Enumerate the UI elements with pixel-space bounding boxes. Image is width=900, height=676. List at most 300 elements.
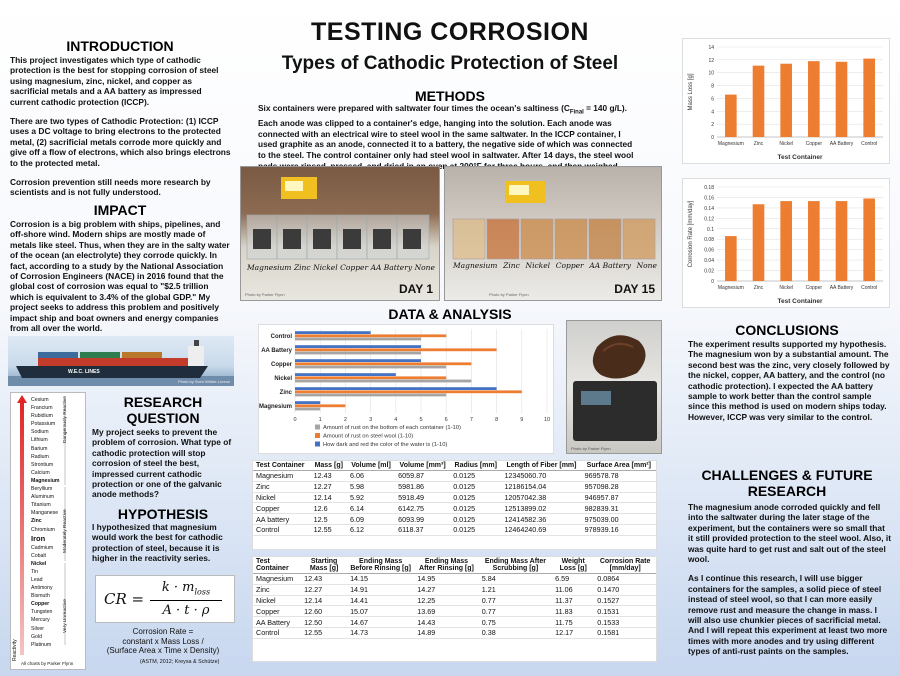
day-15-label-strip: [453, 261, 657, 275]
mass-loss-table-cell: 6.59: [552, 574, 594, 585]
mass-loss-table-header-cell: Corrosion Rate [mm/day]: [594, 557, 656, 574]
methods-text-before: Six containers were prepared with saltwater four times the ocean's saltiness (C: [258, 103, 570, 113]
qualitative-chart-x-tick-label: 10: [543, 417, 551, 423]
corrosion-rate-chart-bar-zinc: [753, 204, 765, 281]
mass-loss-table-cell: 0.77: [479, 595, 552, 606]
mass-loss-table-row: [253, 617, 656, 628]
conclusions-text: The experiment results supported my hypothesis. The magnesium won by a substantial amount. The second best was the zinc, very closely followed by the nickel, copper, AA battery, and the control (no cathodic protection). I expected the AA battery sample to work better than the control sample since this method is used on modern ships today. However, ICCP was very similar to the control.: [688, 339, 890, 422]
mass-loss-table-cell: 14.91: [347, 584, 414, 595]
qualitative-chart-bar-magnesium-series-2: [295, 408, 320, 411]
measurements-table-header-cell: Mass [g]: [311, 461, 347, 471]
measurements-table-header-cell: Test Container: [253, 461, 311, 471]
metal-zinc: Zinc: [31, 518, 42, 525]
measurements-table-cell: 957098.28: [582, 481, 656, 492]
mass-loss-table-panel: [252, 556, 657, 662]
impact-text: Corrosion is a big problem with ships, pipelines, and off-shore wind. Modern ships are mostly made of metals like steel. Thus, when they are in the salty water of the ocean (an electrolyte) they corrode quickly. In fact, according to a study by the National Association of Corrosion Engineers (NACE) in 2016 found that the global cost of corrosion was equal to "$2.5 trillion which is equivalent to 3.4% of the global GDP." My project seeks to address this problem and positively impact ship and boat owners and energy companies from all over the world.: [10, 219, 230, 334]
corrosion-rate-chart-y-tick-label: 0.02: [704, 268, 714, 275]
formula-denominator: A · t · ρ: [162, 603, 210, 618]
day-1-label-magnesium: Magnesium: [247, 263, 292, 272]
cargo-ship-image: [8, 336, 234, 386]
mass-loss-chart-x-tick-label: Magnesium: [717, 141, 744, 147]
formula-citation: (ASTM, 2012; Kreysa & Schütze): [140, 659, 220, 665]
measurements-table-header-cell: Volume [ml]: [347, 461, 395, 471]
corrosion-rate-chart-bar-magnesium: [725, 236, 737, 281]
day-15-label: DAY 15: [614, 282, 655, 296]
mass-loss-table-cell: 14.27: [414, 584, 478, 595]
metal-cesium: Cesium: [31, 397, 49, 403]
mass-loss-table-cell: 14.43: [414, 617, 478, 628]
mass-loss-table-body: [253, 574, 656, 639]
methods-text: [258, 103, 638, 171]
mass-loss-table-cell: 14.41: [347, 595, 414, 606]
mass-loss-table-cell: Control: [253, 627, 301, 638]
qualitative-chart-category-label: AA Battery: [261, 348, 292, 354]
qualitative-chart-category-label: Nickel: [274, 376, 292, 382]
measurements-table-cell: 12186154.04: [501, 481, 581, 492]
research-question-heading: RESEARCH QUESTION: [123, 394, 203, 426]
qualitative-chart-bar-magnesium-series-0: [295, 401, 320, 404]
mass-loss-table-cell: 12.50: [301, 617, 347, 628]
mass-loss-table-cell: 14.95: [414, 574, 478, 585]
qualitative-bar-chart-svg: [259, 325, 555, 455]
corrosion-rate-chart-y-tick-label: 0.18: [704, 185, 714, 191]
corrosion-rate-chart-bar-nickel: [780, 201, 792, 281]
mass-loss-table-cell: Nickel: [253, 595, 301, 606]
metal-sodium: Sodium: [31, 429, 49, 436]
day-1-label-none: None: [414, 263, 435, 272]
methods-heading: METHODS: [415, 88, 485, 104]
measurements-table-row: [253, 514, 656, 525]
corrosion-rate-chart-bar-aa-battery: [836, 201, 848, 281]
mass-loss-chart-bar-magnesium: [725, 95, 737, 137]
metal-gold: Gold: [31, 633, 42, 640]
ship-photo-credit: Photo by Sven Wilder-Lorenz: [177, 379, 230, 384]
mass-loss-table-cell: 11.37: [552, 595, 594, 606]
challenges-paragraph-1: The magnesium anode corroded quickly and fell into the saltwater during the later stage of the experiment, but the containers were so small that it still provided protection to the steel wool. Also, it was quite hard to get rust and salt out of the steel wool.: [688, 502, 892, 565]
mass-loss-chart-y-tick-label: 4: [711, 109, 714, 116]
mass-loss-table-cell: Copper: [253, 606, 301, 617]
mass-loss-table-cell: Zinc: [253, 584, 301, 595]
metal-cadmium: Cadmium: [31, 544, 54, 551]
qualitative-chart-legend-label: Amount of rust on the bottom of each container (1-10): [323, 425, 461, 431]
metal-silver: Silver: [31, 625, 44, 632]
qualitative-chart-bar-control-series-0: [295, 331, 371, 334]
qualitative-chart-category-label: Control: [270, 334, 292, 340]
chart-credit: All charts by Parker Flynn: [21, 661, 74, 666]
measurements-table-body: [253, 471, 656, 536]
group-moderate-label: Moderately Reactive: [63, 509, 68, 553]
qualitative-chart-bar-zinc-series-0: [295, 387, 497, 390]
poster-title: TESTING CORROSION: [311, 18, 589, 46]
mass-loss-chart-bar-zinc: [753, 66, 765, 137]
qualitative-chart-bar-nickel-series-2: [295, 380, 471, 383]
challenges-text: [688, 502, 892, 657]
metal-strontium: Strontium: [31, 461, 54, 468]
qualitative-chart-x-tick-label: 3: [369, 417, 373, 423]
day-15-label-none: None: [636, 261, 657, 270]
mass-loss-table-cell: AA Battery: [253, 617, 301, 628]
metal-manganese: Manganese: [31, 510, 59, 517]
day-1-label: DAY 1: [398, 282, 433, 296]
day-1-label-battery: AA Battery: [370, 263, 413, 272]
corrosion-rate-chart-x-tick-label: AA Battery: [829, 285, 854, 291]
measurements-table-header: [253, 461, 656, 471]
mass-loss-chart-svg: [683, 39, 891, 165]
measurements-table-row: [253, 471, 656, 482]
mass-loss-table-cell: 12.27: [301, 584, 347, 595]
metal-rubidium: Rubidium: [31, 413, 53, 420]
mass-loss-chart-x-tick-label: Copper: [805, 141, 823, 147]
day-15-photo-credit: Photo by Parker Flynn: [489, 292, 529, 297]
mass-loss-chart-y-axis-title: Mass Loss [g]: [688, 73, 694, 111]
mass-loss-chart-bar-aa-battery: [836, 62, 848, 137]
mass-loss-table-cell: 12.55: [301, 627, 347, 638]
corrosion-rate-chart-y-tick-label: 0.1: [707, 226, 714, 233]
measurements-table-cell: 6.14: [347, 503, 395, 514]
measurements-table-cell: 12.6: [311, 503, 347, 514]
mass-loss-chart-x-tick-label: AA Battery: [829, 141, 854, 147]
qualitative-chart-bar-copper-series-2: [295, 366, 446, 369]
mass-loss-table-cell: 11.06: [552, 584, 594, 595]
qualitative-chart-bar-control-series-1: [295, 334, 446, 337]
mass-loss-table-row: [253, 606, 656, 617]
mass-loss-chart-y-tick-label: 14: [708, 45, 714, 51]
measurements-table-cell: 12414582.36: [501, 514, 581, 525]
mass-loss-chart-x-tick-label: Control: [861, 141, 878, 147]
corrosion-rate-chart-y-tick-label: 0: [711, 279, 714, 285]
mass-loss-chart-x-axis-title: Test Container: [777, 154, 823, 161]
mass-loss-table-cell: 5.84: [479, 574, 552, 585]
mass-loss-table-row: [253, 595, 656, 606]
reactivity-axis-label: Reactivity: [12, 639, 18, 661]
measurements-table: [253, 461, 656, 536]
measurements-table-cell: 0.0125: [450, 524, 501, 535]
metal-radium: Radium: [31, 453, 49, 460]
qualitative-chart-category-label: Magnesium: [259, 404, 292, 410]
corrosion-rate-chart-x-tick-label: Control: [861, 285, 878, 291]
mass-loss-table-cell: 0.1533: [594, 617, 656, 628]
measurements-table-panel: [252, 460, 657, 550]
metal-chromium: Chromium: [31, 526, 55, 533]
measurements-table-header-cell: Surface Area [mm²]: [582, 461, 656, 471]
mass-loss-table-header-cell: Weight Loss [g]: [552, 557, 594, 574]
introduction-paragraph-1: This project investigates which type of cathodic protection is the best for stopping corrosion of steel using magnesium, zinc, nickel, and copper as sacrificial metals and a AA battery as impressed current cathodic protection (ICCP).: [10, 55, 219, 107]
mass-loss-table-cell: 12.25: [414, 595, 478, 606]
metal-list: [31, 396, 67, 649]
group-unreactive-label: Very Unreactive: [63, 599, 68, 633]
qualitative-chart-x-tick-label: 8: [495, 417, 499, 423]
qualitative-chart-legend-swatch: [315, 425, 320, 430]
qualitative-chart-x-tick-label: 5: [419, 417, 423, 423]
mass-loss-table-cell: 13.69: [414, 606, 478, 617]
day-1-label-copper: Copper: [340, 263, 369, 272]
metal-magnesium: Magnesium: [31, 477, 60, 484]
mass-loss-table-row: [253, 627, 656, 638]
formula-fraction-line: [150, 600, 222, 601]
mass-loss-chart-bar-copper: [808, 61, 820, 137]
mass-loss-table-cell: 1.21: [479, 584, 552, 595]
mass-loss-chart-bar-control: [863, 59, 875, 137]
metal-lithium: Lithium: [31, 437, 48, 444]
measurements-table-cell: 6093.99: [395, 514, 450, 525]
mass-loss-chart-y-tick-label: 8: [711, 83, 714, 90]
metal-bismuth: Bismuth: [31, 593, 50, 600]
mass-loss-chart-y-tick-label: 2: [711, 122, 714, 129]
metal-copper: Copper: [31, 601, 50, 608]
measurements-table-header-cell: Volume [mm³]: [395, 461, 450, 471]
mass-loss-chart-x-tick-label: Nickel: [779, 141, 793, 147]
metal-mercury: Mercury: [31, 617, 50, 624]
corrosion-rate-chart-svg: [683, 179, 891, 309]
measurements-table-header-cell: Radius [mm]: [450, 461, 501, 471]
measurements-table-cell: 0.0125: [450, 503, 501, 514]
qualitative-chart-legend-swatch: [315, 442, 320, 447]
formula-numerator-main: k · m: [161, 580, 195, 595]
corrosion-rate-chart-y-tick-label: 0.04: [704, 258, 714, 265]
mass-loss-chart-y-tick-label: 10: [708, 70, 714, 77]
measurements-table-cell: 5.98: [347, 481, 395, 492]
corrosion-rate-chart-x-tick-label: Nickel: [779, 285, 793, 291]
metal-cobalt: Cobalt: [31, 552, 46, 559]
reactivity-series-chart: [10, 392, 86, 670]
measurements-table-cell: 946957.87: [582, 492, 656, 503]
qualitative-chart-x-tick-label: 6: [444, 417, 448, 423]
mass-loss-table-header-cell: Starting Mass [g]: [301, 557, 347, 574]
day-1-label-nickel: Nickel: [313, 263, 338, 272]
measurements-table-cell: 6142.75: [395, 503, 450, 514]
qualitative-chart-legend-label: How dark and red the color of the water is (1-10): [323, 442, 448, 448]
metal-francium: Francium: [31, 405, 53, 412]
measurements-table-row: [253, 503, 656, 514]
impact-heading: IMPACT: [93, 202, 147, 218]
steel-wool-on-scale-photo: [566, 320, 662, 454]
day-1-label-strip: [247, 263, 435, 277]
mass-loss-table-cell: 0.1581: [594, 627, 656, 638]
mass-loss-chart: [682, 38, 890, 164]
metal-barium: Barium: [31, 445, 48, 452]
mass-loss-chart-y-tick-label: 12: [708, 57, 714, 64]
corrosion-rate-chart-y-tick-label: 0.14: [704, 205, 714, 212]
metal-aluminum: Aluminum: [31, 494, 55, 501]
corrosion-rate-chart-y-tick-label: 0.08: [704, 237, 714, 244]
qualitative-chart-x-tick-label: 7: [469, 417, 473, 423]
measurements-table-cell: 12513899.02: [501, 503, 581, 514]
measurements-table-cell: 969578.78: [582, 471, 656, 482]
qualitative-chart-x-tick-label: 4: [394, 417, 398, 423]
qualitative-chart-legend-label: Amount of rust on steel wool (1-10): [323, 433, 414, 440]
measurements-table-cell: 6.09: [347, 514, 395, 525]
measurements-table-cell: 12.55: [311, 524, 347, 535]
day-1-photo: [240, 166, 440, 301]
measurements-table-cell: 12.14: [311, 492, 347, 503]
formula-explanation: [88, 627, 238, 656]
metal-antimony: Antimony: [31, 585, 53, 592]
measurements-table-cell: AA battery: [253, 514, 311, 525]
metal-nickel: Nickel: [31, 560, 47, 567]
qualitative-chart-x-tick-label: 1: [318, 417, 322, 423]
qualitative-chart-x-tick-label: 9: [520, 417, 524, 423]
qualitative-chart-bar-control-series-2: [295, 338, 421, 341]
qualitative-chart-bar-aa-battery-series-0: [295, 345, 421, 348]
day-1-containers: [241, 167, 440, 301]
introduction-heading: INTRODUCTION: [66, 38, 174, 54]
corrosion-rate-chart-y-axis-title: Corrosion Rate [mm/day]: [688, 200, 694, 268]
mass-loss-table-header-cell: Ending Mass After Scrubbing [g]: [479, 557, 552, 574]
group-dangerous-label: Dangerously Reactive: [63, 396, 68, 443]
corrosion-rate-chart-y-tick-label: 0.16: [704, 195, 714, 202]
metal-tungsten: Tungsten: [31, 609, 53, 616]
introduction-text: [10, 55, 232, 198]
mass-loss-table-header-cell: Ending Mass Before Rinsing [g]: [347, 557, 414, 574]
mass-loss-table-header: [253, 557, 656, 574]
measurements-table-cell: Copper: [253, 503, 311, 514]
qualitative-chart-bar-nickel-series-1: [295, 376, 446, 379]
metal-platinum: Platinum: [31, 641, 52, 648]
measurements-table-row: [253, 524, 656, 535]
hypothesis-heading: HYPOTHESIS: [117, 506, 209, 522]
mass-loss-table-cell: 0.77: [479, 606, 552, 617]
measurements-table-cell: Control: [253, 524, 311, 535]
measurements-table-cell: Zinc: [253, 481, 311, 492]
mass-loss-chart-x-tick-label: Zinc: [753, 141, 764, 147]
metal-tin: Tin: [31, 568, 39, 575]
mass-loss-table-cell: 15.07: [347, 606, 414, 617]
mass-loss-table-row: [253, 574, 656, 585]
mass-loss-table-cell: 0.1531: [594, 606, 656, 617]
day-15-photo: [444, 166, 662, 301]
measurements-table-row: [253, 481, 656, 492]
mass-loss-table-header-cell: Test Container: [253, 557, 301, 574]
mass-loss-table-cell: 12.14: [301, 595, 347, 606]
measurements-table-cell: 12.43: [311, 471, 347, 482]
measurements-table-row: [253, 492, 656, 503]
measurements-table-cell: 982839.31: [582, 503, 656, 514]
measurements-table-cell: 5918.49: [395, 492, 450, 503]
measurements-table-cell: 978939.16: [582, 524, 656, 535]
challenges-paragraph-2: As I continue this research, I will use bigger containers for the samples, a solid piece of steel instead of steel wool, so that I can more easily remove rust and measure the change in mass. I will also use chunkier pieces of sacrificial metal. And I will repeat this experiment at least two more times with more anodes and try using different types of anti-rust paints on the samples.: [688, 573, 888, 657]
formula-line-1: Corrosion Rate =: [132, 627, 194, 636]
mass-loss-table-cell: 0.75: [479, 617, 552, 628]
research-question-text: My project seeks to prevent the problem of corrosion. What type of cathodic protection will stop corrosion of steel the best, impressed current cathodic protection or one of the galvanic anode methods?: [92, 427, 232, 500]
corrosion-rate-chart-x-tick-label: Magnesium: [717, 285, 744, 291]
qualitative-chart-bar-nickel-series-0: [295, 373, 396, 376]
mass-loss-table-cell: 11.83: [552, 606, 594, 617]
day-15-label-battery: AA Battery: [589, 261, 631, 270]
corrosion-rate-chart-y-tick-label: 0.12: [704, 216, 714, 223]
mass-loss-table-cell: 0.1527: [594, 595, 656, 606]
metal-beryllium: Beryllium: [31, 486, 53, 493]
measurements-table-header-cell: Length of Fiber [mm]: [501, 461, 581, 471]
qualitative-chart-bar-magnesium-series-1: [295, 404, 345, 407]
qualitative-chart-bar-copper-series-1: [295, 362, 471, 365]
corrosion-rate-chart-bar-copper: [808, 201, 820, 281]
qualitative-chart-x-tick-label: 2: [343, 417, 347, 423]
methods-text-sub: Final: [569, 109, 584, 116]
metal-potassium: Potassium: [31, 421, 56, 428]
formula-numerator: [146, 580, 226, 597]
day-15-label-copper: Copper: [555, 261, 584, 270]
mass-loss-table-cell: 14.73: [347, 627, 414, 638]
mass-loss-table-cell: 0.1470: [594, 584, 656, 595]
day-15-label-zinc: Zinc: [503, 261, 520, 270]
mass-loss-table-cell: 12.60: [301, 606, 347, 617]
mass-loss-table-cell: 14.89: [414, 627, 478, 638]
corrosion-rate-chart-bar-control: [863, 198, 875, 281]
corrosion-rate-chart-x-tick-label: Copper: [805, 285, 823, 291]
corrosion-rate-formula: [95, 575, 235, 623]
mass-loss-table-cell: 14.67: [347, 617, 414, 628]
mass-loss-table-cell: 14.15: [347, 574, 414, 585]
qualitative-chart-category-label: Zinc: [279, 390, 292, 396]
corrosion-rate-chart: [682, 178, 890, 308]
measurements-table-cell: 5981.86: [395, 481, 450, 492]
methods-text-after: = 140 g/L). Each anode was clipped to a container's edge, hanging into the solution. Each anode was connected with an electrical wire to steel wool in the same saltwater. In the ICCP container, I used graphite as an anode, connected it to a battery, the negative side of which was connected to the steel. The control container only had steel wool in saltwater. After 14 days, the steel wool: [258, 103, 634, 161]
measurements-table-cell: 12057042.38: [501, 492, 581, 503]
formula-lhs: CR =: [104, 590, 145, 608]
measurements-table-cell: Nickel: [253, 492, 311, 503]
mass-loss-table-cell: 11.75: [552, 617, 594, 628]
formula-line-3: (Surface Area x Time x Density): [106, 646, 220, 655]
formula-numerator-sub: loss: [194, 587, 211, 597]
metal-titanium: Titanium: [31, 502, 51, 509]
measurements-table-cell: 12.5: [311, 514, 347, 525]
measurements-table-cell: 0.0125: [450, 492, 501, 503]
corrosion-rate-chart-y-tick-label: 0.06: [704, 247, 714, 254]
formula-line-2: constant x Mass Loss /: [122, 636, 204, 646]
metal-iron: Iron: [31, 533, 46, 543]
metal-lead: Lead: [31, 576, 43, 583]
corrosion-rate-chart-x-axis-title: Test Container: [777, 298, 823, 305]
ship-name: W.E.C. LINES: [68, 369, 100, 375]
mass-loss-table-cell: Magnesium: [253, 574, 301, 585]
measurements-table-cell: 0.0125: [450, 471, 501, 482]
qualitative-chart-bar-copper-series-0: [295, 359, 421, 362]
qualitative-chart-bar-aa-battery-series-2: [295, 352, 421, 355]
scale-drawing: [567, 321, 662, 454]
mass-loss-table-header-cell: Ending Mass After Rinsing [g]: [414, 557, 478, 574]
day-15-label-magnesium: Magnesium: [453, 261, 498, 270]
day-15-containers: [445, 167, 662, 301]
scale-photo-credit: Photo by Parker Flynn: [571, 446, 611, 451]
qualitative-chart-bar-zinc-series-1: [295, 390, 522, 393]
measurements-table-cell: 12345060.70: [501, 471, 581, 482]
corrosion-rate-chart-x-tick-label: Zinc: [753, 285, 764, 291]
measurements-table-cell: 5.92: [347, 492, 395, 503]
qualitative-chart-legend-swatch: [315, 433, 320, 438]
measurements-table-cell: 12464240.69: [501, 524, 581, 535]
qualitative-bar-chart: [258, 324, 554, 454]
measurements-table-cell: 0.0125: [450, 514, 501, 525]
mass-loss-chart-y-tick-label: 0: [711, 135, 714, 141]
day-15-label-nickel: Nickel: [525, 261, 551, 270]
measurements-table-cell: 6.12: [347, 524, 395, 535]
mass-loss-table-cell: 0.0864: [594, 574, 656, 585]
mass-loss-table: [253, 557, 656, 639]
qualitative-chart-bar-aa-battery-series-1: [295, 348, 497, 351]
measurements-table-cell: 0.0125: [450, 481, 501, 492]
qualitative-chart-category-label: Copper: [271, 362, 292, 368]
mass-loss-chart-y-tick-label: 6: [711, 96, 714, 103]
measurements-table-cell: 6118.37: [395, 524, 450, 535]
data-analysis-heading: DATA & ANALYSIS: [388, 306, 512, 322]
qualitative-chart-x-tick-label: 0: [293, 417, 297, 423]
challenges-heading: CHALLENGES & FUTURE RESEARCH: [701, 467, 873, 499]
conclusions-heading: CONCLUSIONS: [735, 322, 839, 338]
mass-loss-table-cell: 0.38: [479, 627, 552, 638]
mass-loss-table-cell: 12.43: [301, 574, 347, 585]
day-1-label-zinc: Zinc: [293, 263, 311, 272]
measurements-table-cell: 975039.00: [582, 514, 656, 525]
